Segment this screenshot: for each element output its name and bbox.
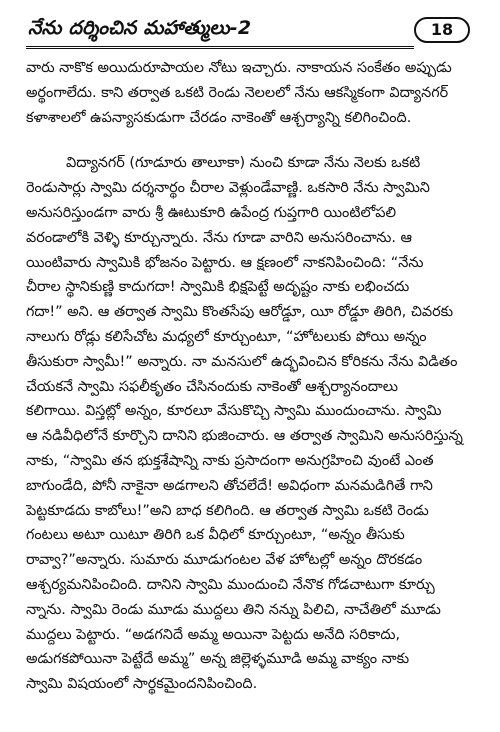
text-line: అనుసరిస్తుండగా వారు శ్రీ ఊటుకూరి ఉపేంద్ర గుప్తగారి యింటిలోపలి (26, 204, 397, 221)
text-line: నాకు, “స్వామి తన భుక్తశేషాన్ని నాకు ప్రసాదంగా అనుగ్రహించి వుంటే ఎంత (26, 452, 434, 469)
text-line: ఆ నడివీధిలోనే కూర్చొని దానిని భుజించారు. ఆ తర్వాత స్వామిని అనుసరిస్తున్న (26, 428, 463, 445)
text-line: గదా!” అని. ఆ తర్వాత స్వామి కొంతసేపు ఆరోడ్డూ, యీ రోడ్డూ తిరిగి, చివరకు (26, 304, 454, 321)
page-number-badge (414, 17, 470, 43)
text-line: చేయకనే స్వామి సఫలీకృతం చేసినందుకు నాకెంతో ఆశ్చర్యానందాలు (26, 378, 398, 395)
text-line: తీసుకురా స్వామీ!” అన్నారు. నా మనసులో ఉద్భవించిన కోరికను నేను విడితం (26, 353, 458, 370)
text-line: వారు నాకొక అయిదురూపాయల నోటు ఇచ్చారు. నాకాయన సంకేతం అప్పుడు (26, 60, 452, 76)
book-title: నేను దర్శించిన మహాత్ములు-2 (28, 17, 252, 39)
text-line: గంటలు అటూ యిటూ తిరిగి ఒక వీధిలో కూర్చుంటూ, “అన్నం తీసుకు (26, 527, 405, 544)
paragraph-gap (26, 130, 478, 151)
text-line: కలిగాయి. విస్తట్లో అన్నం, కూరలూ వేసుకొచ్చి స్వామి ముందుంచాను. స్వామి (26, 403, 442, 420)
body-text (26, 56, 478, 697)
text-line: పెట్టకూడదు కాబోలు!”అని బాధ కలిగింది. ఆ తర్వాత స్వామి ఒకటి రెండు (26, 502, 429, 519)
text-line: అడుగకపోయినా పెట్టేదే అమ్మ” అన్న జిల్లెళ్ళమూడి అమ్మ వాక్యం నాకు (26, 651, 410, 668)
paragraph-2 (26, 151, 478, 697)
text-line: విద్యానగర్ (గూడూరు తాలూకా) నుంచి కూడా నేను నెలకు ఒకటి (66, 155, 421, 172)
text-line: వరండాలోకి వెళ్ళి కూర్చున్నారు. నేను గూడా వారిని అనుసరించాను. ఆ (26, 229, 412, 246)
text-line: ఆశ్చర్యమనిపించింది. దానిని స్వామి ముందుంచి నేనొక గోడచాటుగా కూర్చు (26, 576, 435, 593)
page-number: 18 (430, 20, 454, 39)
text-line: రావ్వా?”అన్నారు. సుమారు మూడుగంటల వేళ హోటల్లో అన్నం దొరకడం (26, 552, 423, 569)
text-line: నాలుగు రోడ్లు కలిసేచోట మధ్యలో కూర్చుంటూ, “హోటలుకు పోయి అన్నం (26, 328, 427, 345)
text-line: యింటివారు స్వామికి భోజనం పెట్టారు. ఆ క్షణంలో నాకనిపించింది: “నేను (26, 254, 424, 271)
header-divider (26, 46, 414, 49)
text-line: అర్థంగాలేదు. కాని తర్వాత ఒకటి రెండు నెలలలో నేను ఆకస్మికంగా విద్యానగర్ (26, 84, 449, 101)
text-line: ముద్దలు పెట్టారు. “అడగనిదే అమ్మ అయినా పెట్టదు అనేది సరికాదు, (26, 626, 401, 643)
text-line: కళాశాలలో ఉపన్యాసకుడుగా చేరడం నాకెంతో ఆశ్చర్యాన్ని కలిగించింది. (26, 109, 412, 126)
page-header (26, 12, 474, 46)
text-line: చీరాల స్థానికుణ్ణి కాదుగదా! స్వామికి భిక్షపెట్టే అదృష్టం నాకు లభించదు (26, 279, 410, 296)
text-line: స్వామి విషయంలో సార్థకమైందనిపించింది. (26, 676, 258, 693)
text-line: బాగుండేది, పోనీ నాకైనా అడగాలని తోచలేదే! అవిధంగా మనమడిగితే గాని (26, 477, 433, 494)
text-line: న్నాను. స్వామి రెండు మూడు ముద్దలు తిని నన్ను పిలిచి, నాచేతిలో మూడు (26, 601, 441, 618)
paragraph-1 (26, 56, 478, 130)
text-line: రెండుసార్లు స్వామి దర్శనార్థం చీరాల వెళ్లుండేవాణ్ణి. ఒకసారి నేను స్వామిని (26, 180, 430, 197)
